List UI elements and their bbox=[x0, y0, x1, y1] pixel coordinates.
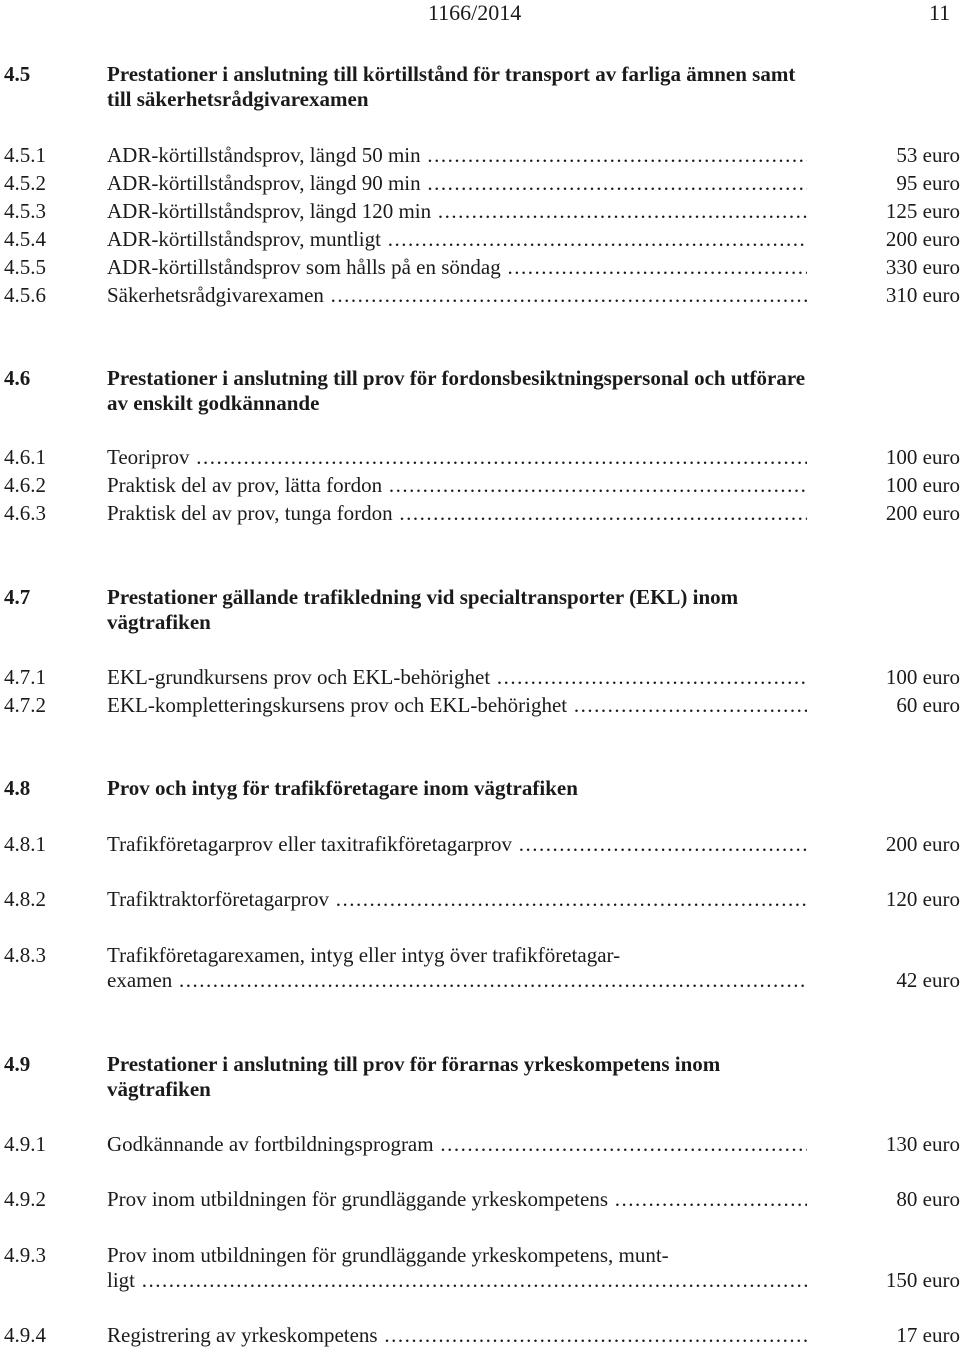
item-number: 4.5.3 bbox=[4, 199, 46, 223]
item-amount: 80 euro bbox=[896, 1187, 960, 1211]
item-number: 4.9.4 bbox=[4, 1323, 46, 1347]
section-title: Prov och intyg för trafikföretagare inom vägtrafiken bbox=[107, 776, 578, 800]
item-number: 4.5.4 bbox=[4, 227, 46, 251]
item-amount: 100 euro bbox=[885, 665, 960, 689]
item-text-line-2: ligt ..... bbox=[107, 1268, 807, 1293]
item-text: ADR-körtillståndsprov, längd 90 min ..... bbox=[107, 171, 807, 196]
item-amount: 60 euro bbox=[896, 693, 960, 717]
item-amount: 95 euro bbox=[896, 171, 960, 195]
item-amount: 100 euro bbox=[885, 445, 960, 469]
item-number: 4.5.6 bbox=[4, 283, 46, 307]
section-number: 4.9 bbox=[4, 1052, 31, 1076]
item-amount: 100 euro bbox=[885, 473, 960, 497]
item-text: Godkännande av fortbildningsprogram ..... bbox=[107, 1132, 807, 1157]
item-amount: 150 euro bbox=[885, 1268, 960, 1292]
item-amount: 42 euro bbox=[896, 968, 960, 992]
item-amount: 310 euro bbox=[885, 283, 960, 307]
item-amount: 53 euro bbox=[896, 143, 960, 167]
page-number: 11 bbox=[929, 0, 951, 25]
section-number: 4.6 bbox=[4, 366, 31, 390]
section-title: Prestationer i anslutning till prov för fordonsbesiktningspersonal och utförare av enskilt godkännande bbox=[107, 366, 806, 415]
item-text-line-1: Prov inom utbildningen för grundläggande yrkeskompetens, munt- bbox=[107, 1243, 669, 1267]
item-amount: 200 euro bbox=[885, 227, 960, 251]
item-amount: 120 euro bbox=[885, 887, 960, 911]
section-number: 4.5 bbox=[4, 62, 31, 86]
item-number: 4.8.2 bbox=[4, 887, 46, 911]
item-amount: 125 euro bbox=[885, 199, 960, 223]
item-amount: 200 euro bbox=[885, 501, 960, 525]
document-id: 1166/2014 bbox=[428, 0, 522, 25]
item-number: 4.8.1 bbox=[4, 832, 46, 856]
item-number: 4.5.2 bbox=[4, 171, 46, 195]
section-number: 4.8 bbox=[4, 776, 31, 800]
item-text: ADR-körtillståndsprov som hålls på en söndag ..... bbox=[107, 255, 807, 280]
item-number: 4.9.3 bbox=[4, 1243, 46, 1267]
item-number: 4.9.2 bbox=[4, 1187, 46, 1211]
item-amount: 17 euro bbox=[896, 1323, 960, 1347]
item-text: EKL-kompletteringskursens prov och EKL-behörighet ..... bbox=[107, 693, 807, 718]
item-text: EKL-grundkursens prov och EKL-behörighet ..... bbox=[107, 665, 807, 690]
item-text bbox=[107, 943, 807, 993]
item-number: 4.8.3 bbox=[4, 943, 46, 967]
item-text: Säkerhetsrådgivarexamen ..... bbox=[107, 283, 807, 308]
item-amount: 130 euro bbox=[885, 1132, 960, 1156]
item-number: 4.7.2 bbox=[4, 693, 46, 717]
section-title: Prestationer i anslutning till prov för förarnas yrkeskompetens inom vägtrafiken bbox=[107, 1052, 721, 1101]
item-text: Praktisk del av prov, tunga fordon ..... bbox=[107, 501, 807, 526]
item-text: Praktisk del av prov, lätta fordon ..... bbox=[107, 473, 807, 498]
fee-row bbox=[0, 1243, 960, 1295]
section-number: 4.7 bbox=[4, 585, 31, 609]
item-text bbox=[107, 1243, 807, 1293]
item-text: ADR-körtillståndsprov, längd 120 min ..... bbox=[107, 199, 807, 224]
item-text: Trafikföretagarprov eller taxitrafikföretagarprov ..... bbox=[107, 832, 807, 857]
item-number: 4.6.3 bbox=[4, 501, 46, 525]
item-text-line-2: examen ..... bbox=[107, 968, 807, 993]
item-text: ADR-körtillståndsprov, muntligt ..... bbox=[107, 227, 807, 252]
item-number: 4.6.1 bbox=[4, 445, 46, 469]
item-number: 4.9.1 bbox=[4, 1132, 46, 1156]
item-number: 4.6.2 bbox=[4, 473, 46, 497]
item-text: Registrering av yrkeskompetens ..... bbox=[107, 1323, 807, 1348]
item-text: Trafiktraktorföretagarprov ..... bbox=[107, 887, 807, 912]
item-number: 4.5.1 bbox=[4, 143, 46, 167]
item-amount: 330 euro bbox=[885, 255, 960, 279]
item-number: 4.5.5 bbox=[4, 255, 46, 279]
page-header bbox=[0, 0, 960, 30]
item-text: Teoriprov ..... bbox=[107, 445, 807, 470]
section-title: Prestationer i anslutning till körtillstånd för transport av farliga ämnen samt till säkerhetsrådgivarexamen bbox=[107, 62, 796, 111]
section-title: Prestationer gällande trafikledning vid specialtransporter (EKL) inom vägtrafiken bbox=[107, 585, 739, 634]
item-number: 4.7.1 bbox=[4, 665, 46, 689]
item-amount: 200 euro bbox=[885, 832, 960, 856]
item-text-line-1: Trafikföretagarexamen, intyg eller intyg över trafikföretagar- bbox=[107, 943, 621, 967]
item-text: ADR-körtillståndsprov, längd 50 min ..... bbox=[107, 143, 807, 168]
item-text: Prov inom utbildningen för grundläggande yrkeskompetens ..... bbox=[107, 1187, 807, 1212]
fee-row bbox=[0, 943, 960, 995]
